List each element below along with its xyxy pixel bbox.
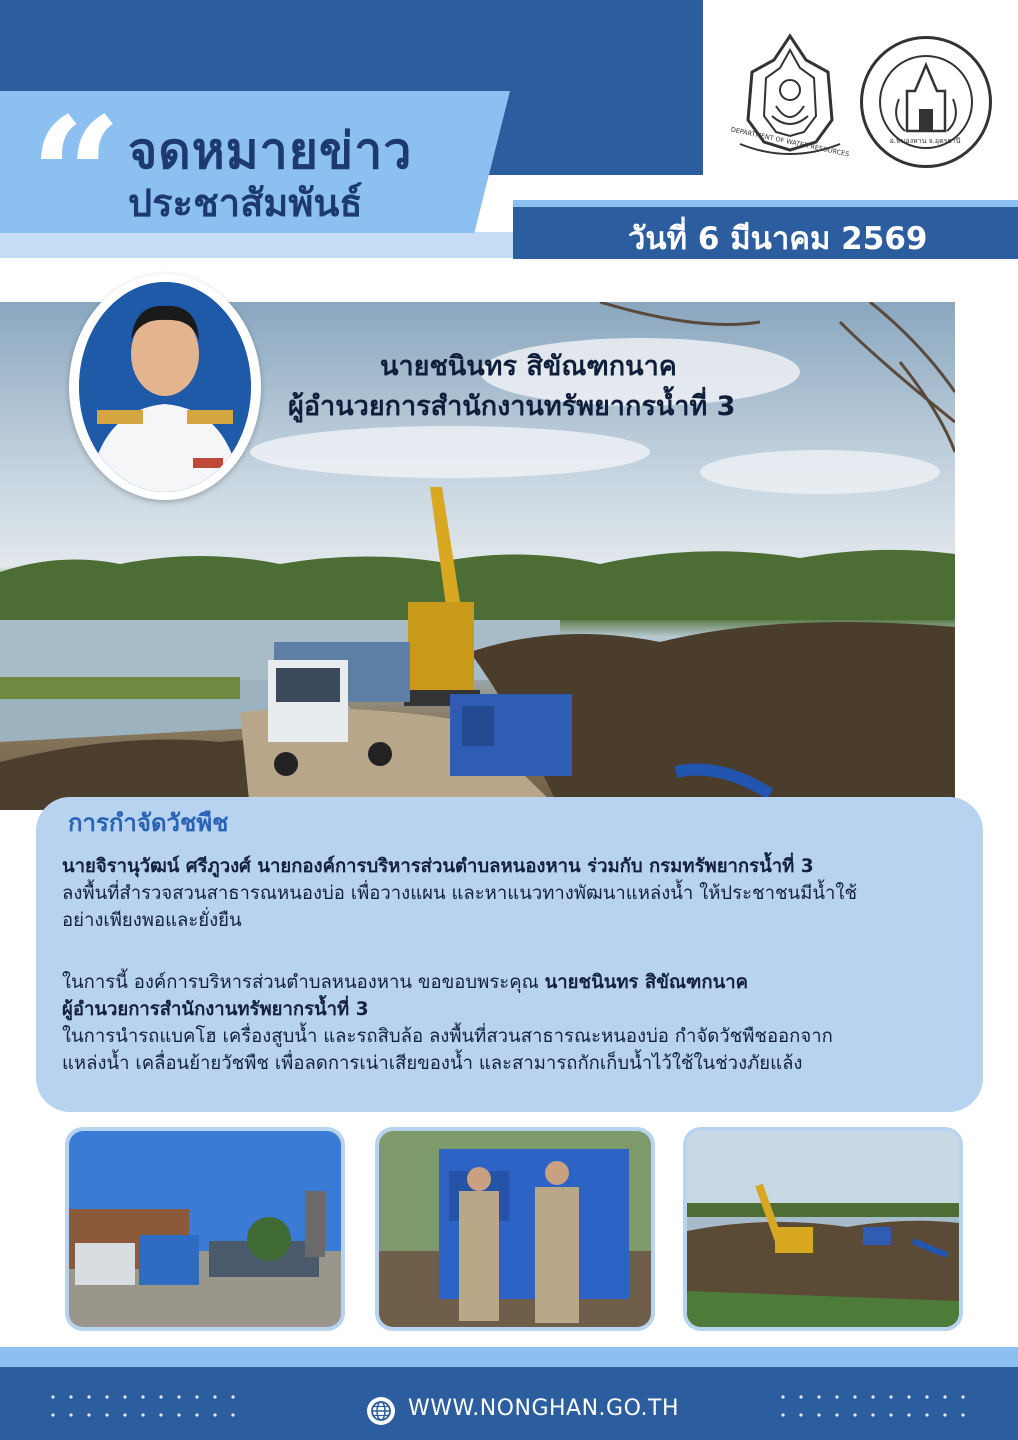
quote-mark: “ bbox=[30, 82, 123, 270]
paragraph-2 bbox=[62, 969, 966, 1077]
paragraph-2-line-2 bbox=[62, 996, 966, 1023]
portrait-photo bbox=[79, 282, 251, 492]
thumbnail-officials bbox=[375, 1127, 655, 1331]
paragraph-2-line-1 bbox=[62, 969, 966, 996]
paragraph-2-position: ผู้อำนวยการสำนักงานทรัพยากรน้ำที่ 3 bbox=[62, 999, 369, 1020]
footer-dots-left bbox=[44, 1388, 244, 1424]
paragraph-2-lead: ในการนี้ องค์การบริหารส่วนตำบลหนองหาน ขอขอบพระคุณ bbox=[62, 972, 545, 993]
issue-date: วันที่ 6 มีนาคม 2569 bbox=[628, 221, 928, 257]
paragraph-2-line-4: แหล่งน้ำ เคลื่อนย้ายวัชพืช เพื่อลดการเน่าเสียของน้ำ และสามารถกักเก็บน้ำไว้ใช้ในช่วงภัยแล้ง bbox=[62, 1053, 803, 1074]
dwr-logo-caption: DEPARTMENT OF WATER RESOURCES bbox=[730, 125, 850, 159]
newsletter-subtitle: ประชาสัมพันธ์ bbox=[128, 181, 363, 225]
nonghan-sao-logo bbox=[860, 36, 992, 168]
director-name: นายชนินทร สิขัณฑกนาค bbox=[380, 351, 677, 382]
paragraph-2-name: นายชนินทร สิขัณฑกนาค bbox=[544, 972, 749, 993]
thumbnail-trucks bbox=[65, 1127, 345, 1331]
nonghan-logo-caption: อ.หนองหาน จ.อุดรธานี bbox=[889, 137, 961, 145]
footer-dots-right bbox=[774, 1388, 974, 1424]
globe-icon bbox=[366, 1396, 396, 1426]
thumbnail-excavator bbox=[683, 1127, 963, 1331]
paragraph-1-lead: นายจิรานุวัฒน์ ศรีภูวงศ์ นายกองค์การบริหารส่วนตำบลหนองหาน ร่วมกับ กรมทรัพยากรน้ำที่ 3 bbox=[62, 856, 814, 877]
footer-accent-band bbox=[0, 1347, 1018, 1367]
newsletter-title: จดหมายข่าว bbox=[128, 122, 413, 180]
paragraph-1-line-2: ลงพื้นที่สำรวจสวนสาธารณหนองบ่อ เพื่อวางแผน และหาแนวทางพัฒนาแหล่งน้ำ ให้ประชาชนมีน้ำใช้ bbox=[62, 883, 857, 904]
director-position: ผู้อำนวยการสำนักงานทรัพยากรน้ำที่ 3 bbox=[288, 391, 736, 422]
article-heading: การกำจัดวัชพืช bbox=[68, 809, 229, 837]
paragraph-1-line-1 bbox=[62, 853, 966, 880]
paragraph-1 bbox=[62, 853, 966, 934]
website-link[interactable]: WWW.NONGHAN.GO.TH bbox=[408, 1396, 679, 1421]
paragraph-2-line-3: ในการนำรถแบคโฮ เครื่องสูบน้ำ และรถสิบล้อ ลงพื้นที่สวนสาธารณะหนองบ่อ กำจัดวัชพืชออกจาก bbox=[62, 1026, 833, 1047]
paragraph-1-line-3: อย่างเพียงพอและยั่งยืน bbox=[62, 910, 242, 931]
